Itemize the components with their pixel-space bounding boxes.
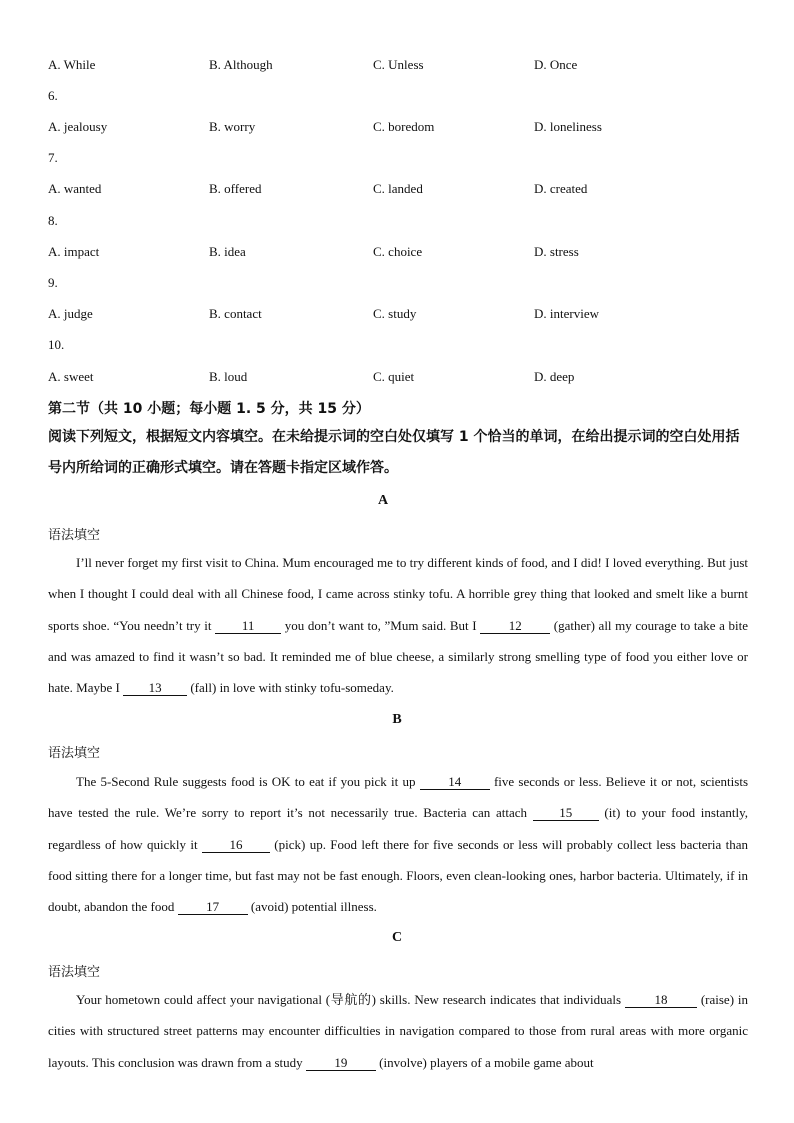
- option-b: B. loud: [209, 369, 248, 384]
- option-a: A. sweet: [48, 369, 94, 384]
- option-c: C. boredom: [373, 119, 435, 134]
- option-d: D. Once: [534, 57, 578, 72]
- option-a: A. impact: [48, 244, 100, 259]
- option-c: C. quiet: [373, 369, 415, 384]
- option-a: A. judge: [48, 306, 93, 321]
- section-heading: 第二节（共 10 小题；每小题 1. 5 分，共 15 分）: [48, 401, 370, 417]
- option-c: C. choice: [373, 244, 423, 259]
- options-row-5: [48, 57, 748, 79]
- options-row-10: [48, 369, 748, 391]
- passage-tag-c: 语法填空: [48, 965, 101, 980]
- blank-17[interactable]: 17: [178, 899, 248, 915]
- passage-tag-a: 语法填空: [48, 528, 101, 543]
- option-b: B. offered: [209, 181, 262, 196]
- blank-16[interactable]: 16: [202, 837, 270, 853]
- options-row-6: [48, 119, 748, 141]
- option-d: D. deep: [534, 369, 575, 384]
- blank-13[interactable]: 13: [123, 680, 187, 696]
- option-d: D. stress: [534, 244, 579, 259]
- passage-b-text: The 5-Second Rule suggests food is OK to eat if you pick it up 14 five seconds or less. Believe it or not, scientists have tested the rule. We’re sorry to report it’s not necessarily true. Bacteria can attach 15 (it) to your food instantly, regardless of how quickly it 16 (pick) up. Food left there for five seconds or less will probably collect less bacteria than food sitting there for a longer time, but fast may not be fast enough. Floors, even clean-looking ones, harbor bacteria. Ultimately, if in doubt, abandon the food 17 (avoid) potential illness.: [48, 774, 749, 915]
- option-a: A. wanted: [48, 181, 102, 196]
- options-row-9: [48, 306, 748, 328]
- option-c: C. study: [373, 306, 417, 321]
- passage-a-text: I’ll never forget my first visit to China. Mum encouraged me to try different kinds of food, and I did! I loved everything. But just when I thought I could deal with all Chinese food, I came across stinky tofu. A horrible grey thing that looked and smelt like a burnt sports shoe. “You needn’t try it 11 you don’t want to, ”Mum said. But I 12 (gather) all my courage to take a bite and was amazed to find it wasn’t so bad. It reminded me of blue cheese, a similarly strong smelling type of food you either love or hate. Maybe I 13 (fall) in love with stinky tofu-someday.: [48, 555, 748, 696]
- option-c: C. landed: [373, 181, 423, 196]
- section-instructions: 阅读下列短文，根据短文内容填空。在未给提示词的空白处仅填写 1 个恰当的单词，在给出提示词的空白处用括号内所给词的正确形式填空。请在答题卡指定区域作答。: [48, 429, 740, 476]
- question-number-7: 7.: [48, 150, 58, 165]
- passage-c-text: Your hometown could affect your navigational (导航的) skills. New research indicates that individuals 18 (raise) in cities with structured street patterns may encounter difficulties in navigation compared to those from rural areas with more organic layouts. This conclusion was drawn from a study 19 (involve) players of a mobile game about: [48, 992, 749, 1070]
- question-number-8: 8.: [48, 213, 58, 228]
- blank-18[interactable]: 18: [625, 992, 697, 1008]
- option-d: D. interview: [534, 306, 599, 321]
- option-b: B. contact: [209, 306, 262, 321]
- passage-letter-c: C: [391, 930, 403, 945]
- option-c: C. Unless: [373, 57, 424, 72]
- blank-12[interactable]: 12: [480, 618, 550, 634]
- option-a: A. While: [48, 57, 96, 72]
- blank-14[interactable]: 14: [420, 774, 490, 790]
- blank-15[interactable]: 15: [533, 805, 599, 821]
- question-number-10: 10.: [48, 337, 65, 352]
- question-number-9: 9.: [48, 275, 58, 290]
- question-number-6: 6.: [48, 88, 58, 103]
- options-row-7: [48, 181, 748, 203]
- passage-tag-b: 语法填空: [48, 746, 101, 761]
- option-b: B. idea: [209, 244, 246, 259]
- option-d: D. loneliness: [534, 119, 602, 134]
- option-b: B. worry: [209, 119, 256, 134]
- options-row-8: [48, 244, 748, 266]
- option-d: D. created: [534, 181, 588, 196]
- option-b: B. Although: [209, 57, 273, 72]
- blank-19[interactable]: 19: [306, 1055, 376, 1071]
- blank-11[interactable]: 11: [215, 618, 281, 634]
- passage-letter-a: A: [377, 493, 389, 508]
- passage-letter-b: B: [392, 712, 402, 727]
- option-a: A. jealousy: [48, 119, 108, 134]
